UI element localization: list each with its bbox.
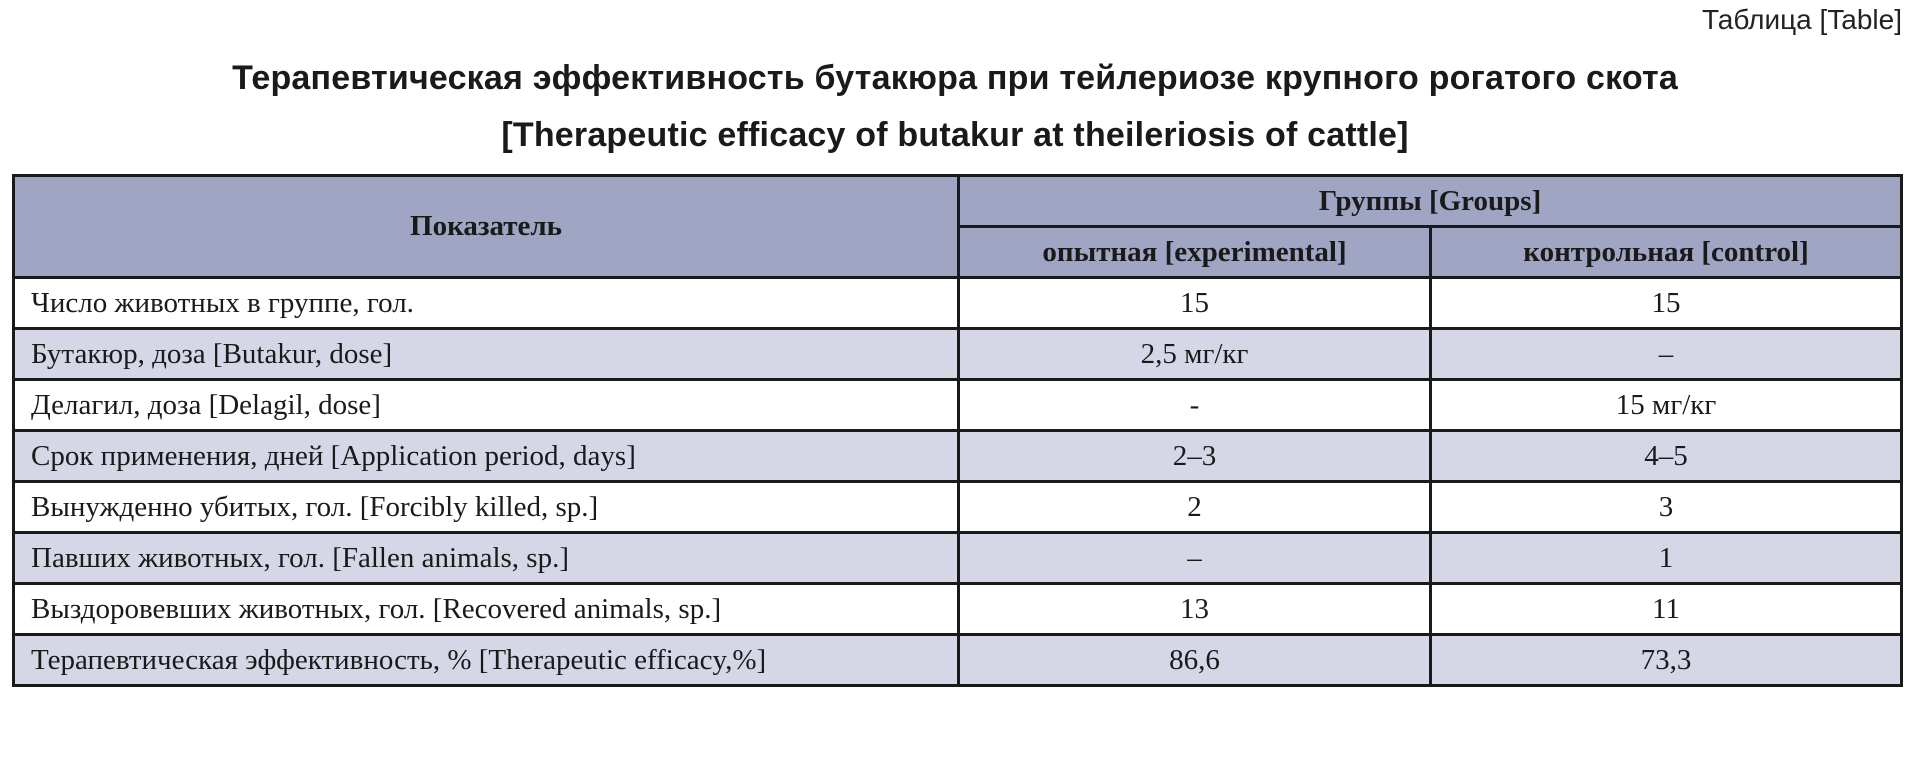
efficacy-table [12, 174, 1903, 687]
header-indicator: Показатель [14, 176, 959, 278]
title-english: [Therapeutic efficacy of butakur at theileriosis of cattle] [501, 116, 1409, 154]
row-label: Терапевтическая эффективность, % [Therapeutic efficacy,%] [14, 635, 959, 686]
header-experimental: опытная [experimental] [959, 227, 1431, 278]
cell-experimental: 2 [959, 482, 1431, 533]
cell-experimental: - [959, 380, 1431, 431]
table-row [14, 329, 1902, 380]
table-row [14, 584, 1902, 635]
header-control: контрольная [control] [1431, 227, 1902, 278]
cell-control: 11 [1431, 584, 1902, 635]
row-label: Срок применения, дней [Application period, days] [14, 431, 959, 482]
table-row [14, 635, 1902, 686]
cell-control: 1 [1431, 533, 1902, 584]
table-row [14, 380, 1902, 431]
header-groups: Группы [Groups] [959, 176, 1902, 227]
cell-experimental: 2–3 [959, 431, 1431, 482]
cell-control: – [1431, 329, 1902, 380]
cell-control: 3 [1431, 482, 1902, 533]
row-label: Вынужденно убитых, гол. [Forcibly killed, sp.] [14, 482, 959, 533]
row-label: Павших животных, гол. [Fallen animals, sp.] [14, 533, 959, 584]
cell-experimental: 2,5 мг/кг [959, 329, 1431, 380]
title-russian: Терапевтическая эффективность бутакюра при тейлериозе крупного рогатого скота [232, 59, 1678, 97]
cell-experimental: – [959, 533, 1431, 584]
cell-control: 73,3 [1431, 635, 1902, 686]
row-label: Бутакюр, доза [Butakur, dose] [14, 329, 959, 380]
table-row [14, 278, 1902, 329]
row-label: Выздоровевших животных, гол. [Recovered animals, sp.] [14, 584, 959, 635]
cell-experimental: 15 [959, 278, 1431, 329]
cell-control: 15 [1431, 278, 1902, 329]
row-label: Число животных в группе, гол. [14, 278, 959, 329]
table-row [14, 431, 1902, 482]
table-label: Таблица [Table] [1701, 4, 1902, 35]
table-title [0, 50, 1910, 164]
table-row [14, 533, 1902, 584]
cell-control: 4–5 [1431, 431, 1902, 482]
cell-experimental: 86,6 [959, 635, 1431, 686]
table-row [14, 482, 1902, 533]
cell-control: 15 мг/кг [1431, 380, 1902, 431]
row-label: Делагил, доза [Delagil, dose] [14, 380, 959, 431]
cell-experimental: 13 [959, 584, 1431, 635]
